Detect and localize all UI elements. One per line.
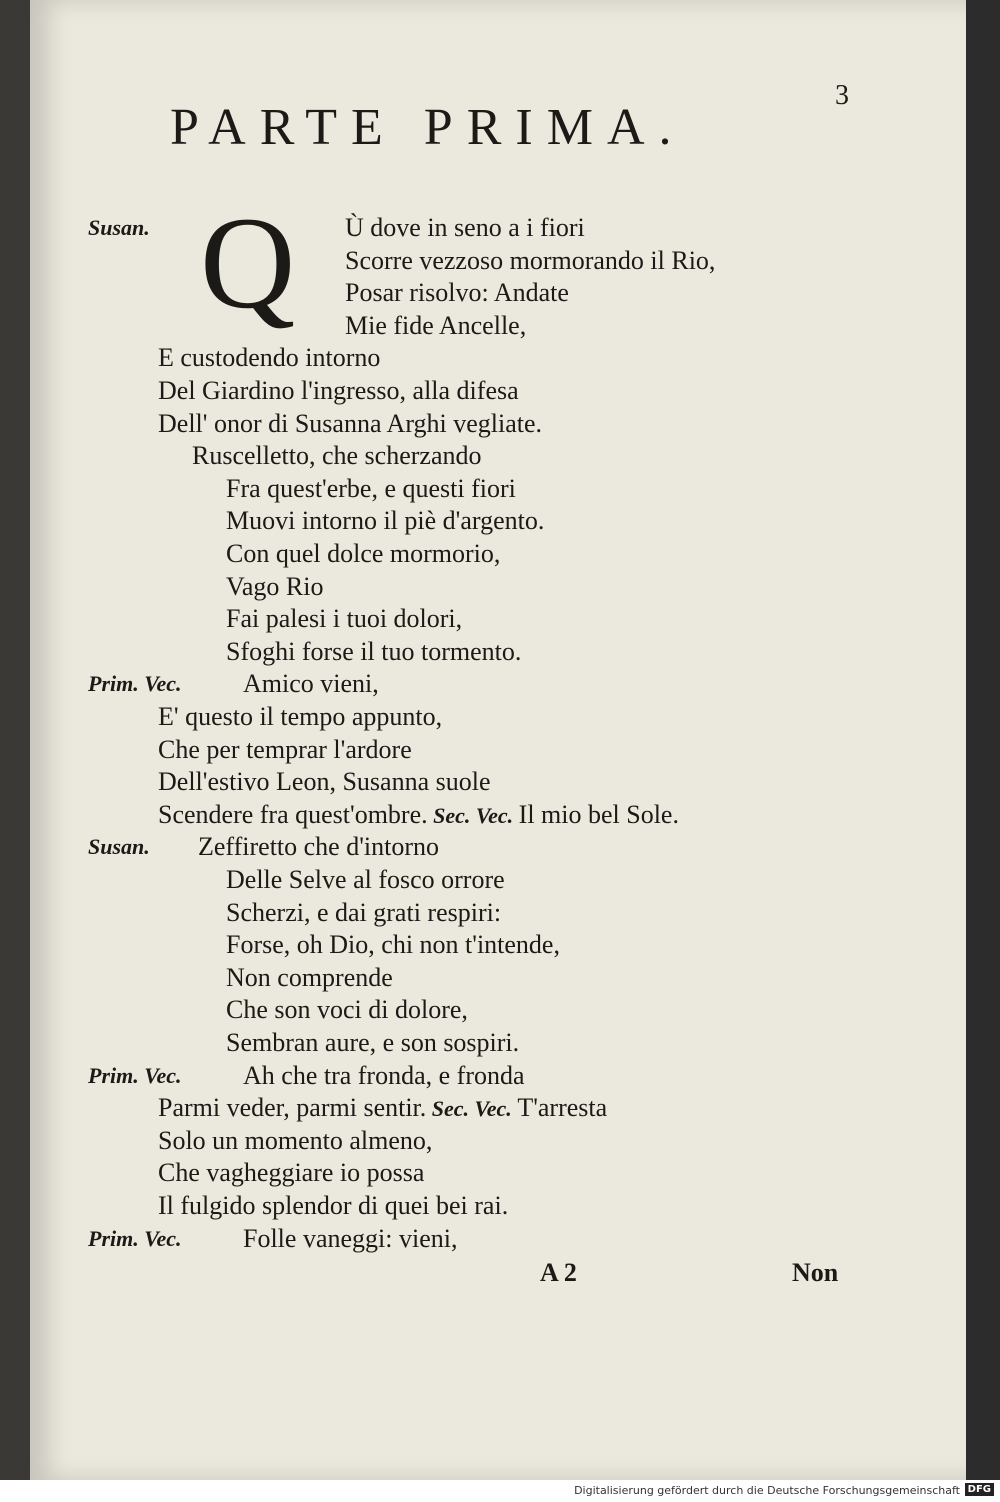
verse-line xyxy=(158,408,542,440)
catchword: Non xyxy=(792,1258,839,1287)
verse-line xyxy=(226,571,324,603)
verse-line xyxy=(243,1060,525,1092)
verse-line xyxy=(345,212,585,244)
drop-cap: Q xyxy=(200,189,296,336)
verse-text: Scorre vezzoso mormorando il Rio, xyxy=(345,246,716,275)
verse-text: Solo un momento almeno, xyxy=(158,1126,433,1155)
verse-text: Amico vieni, xyxy=(243,669,379,698)
verse-line xyxy=(226,864,505,896)
verse-text: Che son voci di dolore, xyxy=(226,995,468,1024)
page-number: 3 xyxy=(835,80,849,111)
dfg-logo: DFG xyxy=(965,1483,994,1496)
verse-line xyxy=(345,245,715,277)
verse-line xyxy=(243,1223,457,1255)
verse-text: Forse, oh Dio, chi non t'intende, xyxy=(226,930,560,959)
verse-text: Folle vaneggi: vieni, xyxy=(243,1224,458,1253)
verse-line xyxy=(243,668,379,700)
verse-line xyxy=(226,929,560,961)
verse-line xyxy=(158,766,491,798)
verse-text: Vago Rio xyxy=(226,572,324,601)
verse-text: Del Giardino l'ingresso, alla difesa xyxy=(158,376,519,405)
speaker-label: Prim. Vec. xyxy=(88,671,182,696)
verse-line xyxy=(226,603,462,635)
verse-line xyxy=(158,701,442,733)
footer-credit: Digitalisierung gefördert durch die Deutsche Forschungsgemeinschaft xyxy=(574,1484,960,1497)
verse-line xyxy=(226,1027,519,1059)
verse-text: Delle Selve al fosco orrore xyxy=(226,865,505,894)
verse-text: Ah che tra fronda, e fronda xyxy=(243,1061,525,1090)
verse-text: Non comprende xyxy=(226,963,393,992)
inline-speaker-label: Sec. Vec. xyxy=(427,803,519,828)
verse-line xyxy=(192,440,482,472)
verse-text-continued: Il mio bel Sole. xyxy=(518,800,679,829)
speaker-label: Susan. xyxy=(88,834,150,859)
speaker-label: Prim. Vec. xyxy=(88,1063,182,1088)
verse-line xyxy=(158,1157,424,1189)
verse-text: Fai palesi i tuoi dolori, xyxy=(226,604,463,633)
verse-line xyxy=(158,799,679,832)
verse-line xyxy=(226,505,544,537)
verse-line xyxy=(226,473,516,505)
verse-text: Dell'estivo Leon, Susanna suole xyxy=(158,767,491,796)
verse-text: E custodendo intorno xyxy=(158,343,381,372)
verse-text: Muovi intorno il piè d'argento. xyxy=(226,506,545,535)
verse-line xyxy=(226,897,501,929)
verse-text: Sembran aure, e son sospiri. xyxy=(226,1028,520,1057)
verse-text: Dell' onor di Susanna Arghi vegliate. xyxy=(158,409,543,438)
verse-line xyxy=(226,962,393,994)
verse-line xyxy=(158,1125,432,1157)
verse-text: Posar risolvo: Andate xyxy=(345,278,569,307)
verse-text: Che vagheggiare io possa xyxy=(158,1158,425,1187)
inline-speaker-label: Sec. Vec. xyxy=(426,1096,518,1121)
verse-line xyxy=(158,734,412,766)
verse-text: Mie fide Ancelle, xyxy=(345,311,527,340)
verse-line xyxy=(158,1092,607,1125)
verse-text: Con quel dolce mormorio, xyxy=(226,539,501,568)
verse-text: Ruscelletto, che scherzando xyxy=(192,441,482,470)
verse-text: Che per temprar l'ardore xyxy=(158,735,412,764)
verse-line xyxy=(345,310,526,342)
footer-bar xyxy=(0,1480,1000,1502)
verse-text: Parmi veder, parmi sentir. xyxy=(158,1093,427,1122)
verse-text: Il fulgido splendor di quei bei rai. xyxy=(158,1191,509,1220)
verse-text: E' questo il tempo appunto, xyxy=(158,702,443,731)
verse-line xyxy=(198,831,439,863)
speaker-label: Prim. Vec. xyxy=(88,1226,182,1251)
verse-text: Scendere fra quest'ombre. xyxy=(158,800,428,829)
signature-mark: A 2 xyxy=(540,1258,577,1287)
verse-line xyxy=(158,375,519,407)
verse-text: Scherzi, e dai grati respiri: xyxy=(226,898,502,927)
verse-text: Zeffiretto che d'intorno xyxy=(198,832,440,861)
verse-line xyxy=(226,636,521,668)
speaker-label: Susan. xyxy=(88,215,150,240)
verse-line xyxy=(226,538,500,570)
verse-line xyxy=(158,342,380,374)
verse-text: Sfoghi forse il tuo tormento. xyxy=(226,637,522,666)
verse-text: Ù dove in seno a i fiori xyxy=(345,213,585,242)
verse-line xyxy=(158,1190,508,1222)
verse-text-continued: T'arresta xyxy=(517,1093,608,1122)
page-title: PARTE PRIMA. xyxy=(170,99,686,156)
verse-text: Fra quest'erbe, e questi fiori xyxy=(226,474,516,503)
verse-line xyxy=(226,994,468,1026)
verse-line xyxy=(345,277,569,309)
